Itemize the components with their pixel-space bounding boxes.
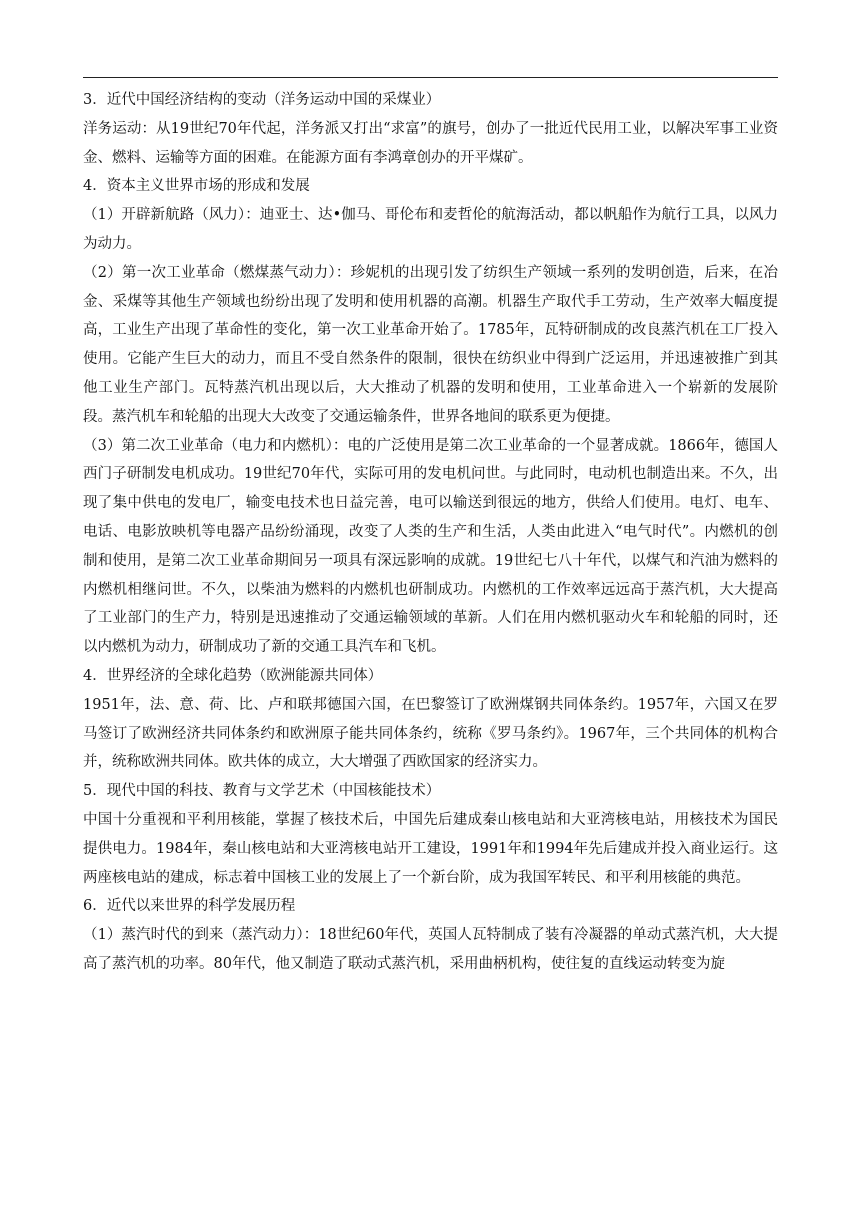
section-heading: 5．现代中国的科技、教育与文学艺术（中国核能技术） — [83, 783, 441, 800]
document-body — [83, 86, 778, 979]
paragraph: （3）第二次工业革命（电力和内燃机）：电的广泛使用是第二次工业革命的一个显著成就。1866年，德国人西门子研制发电机成功。19世纪70年代，实际可用的发电机问世。与此同时，电动机也制造出来。不久，出现了集中供电的发电厂，输变电技术也日益完善，电可以输送到很远的地方，供给人们使用。电灯、电车、电话、电影放映机等电器产品纷纷涌现，改变了人类的生产和生活，人类由此进入“电气时代”。内燃机的创制和使用，是第二次工业革命期间另一项具有深远影响的成就。19世纪七八十年代，以煤气和汽油为燃料的内燃机相继问世。不久，以柴油为燃料的内燃机也研制成功。内燃机的工作效率远远高于蒸汽机，大大提高了工业部门的生产力，特别是迅速推动了交通运输领域的革新。人们在用内燃机驱动火车和轮船的同时，还以内燃机为动力，研制成功了新的交通工具汽车和飞机。 — [83, 437, 778, 656]
section-heading: 3．近代中国经济结构的变动（洋务运动中国的采煤业） — [83, 92, 441, 108]
section-heading: 4．资本主义世界市场的形成和发展 — [83, 178, 310, 195]
paragraph: （2）第一次工业革命（燃煤蒸气动力）：珍妮机的出现引发了纺织生产领域一系列的发明创造，后来，在冶金、采煤等其他生产领域也纷纷出现了发明和使用机器的高潮。机器生产取代手工劳动，生产效率大幅度提高，工业生产出现了革命性的变化，第一次工业革命开始了。1785年，瓦特研制成的改良蒸汽机在工厂投入使用。它能产生巨大的动力，而且不受自然条件的限制，很快在纺织业中得到广泛运用，并迅速被推广到其他工业生产部门。瓦特蒸汽机出现以后，大大推动了机器的发明和使用，工业革命进入一个崭新的发展阶段。蒸汽机车和轮船的出现大大改变了交通运输条件，世界各地间的联系更为便捷。 — [83, 264, 778, 425]
paragraph: （1）开辟新航路（风力）：迪亚士、达•伽马、哥伦布和麦哲伦的航海活动，都以帆船作为航行工具，以风力为动力。 — [83, 207, 778, 252]
paragraph: 1951年，法、意、荷、比、卢和联邦德国六国，在巴黎签订了欧洲煤钢共同体条约。1957年，六国又在罗马签订了欧洲经济共同体条约和欧洲原子能共同体条约，统称《罗马条约》。1967年，三个共同体的机构合并，统称欧洲共同体。欧共体的成立，大大增强了西欧国家的经济实力。 — [83, 696, 778, 771]
paragraph: 洋务运动：从19世纪70年代起，洋务派又打出“求富”的旗号，创办了一批近代民用工业，以解决军事工业资金、燃料、运输等方面的困难。在能源方面有李鸿章创办的开平煤矿。 — [83, 120, 778, 166]
paragraph: 中国十分重视和平利用核能，掌握了核技术后，中国先后建成秦山核电站和大亚湾核电站，用核技术为国民提供电力。1984年，秦山核电站和大亚湾核电站开工建设，1991年和1994年先后建成并投入商业运行。这两座核电站的建成，标志着中国核工业的发展上了一个新台阶，成为我国军转民、和平利用核能的典范。 — [83, 811, 778, 886]
section-heading: 4．世界经济的全球化趋势（欧洲能源共同体） — [83, 667, 383, 684]
header-rule — [83, 77, 778, 78]
paragraph: （1）蒸汽时代的到来（蒸汽动力）：18世纪60年代，英国人瓦特制成了装有冷凝器的单动式蒸汽机，大大提高了蒸汽机的功率。80年代，他又制造了联动式蒸汽机，采用曲柄机构，使往复的直线运动转变为旋 — [83, 927, 778, 972]
section-heading: 6．近代以来世界的科学发展历程 — [83, 898, 296, 915]
